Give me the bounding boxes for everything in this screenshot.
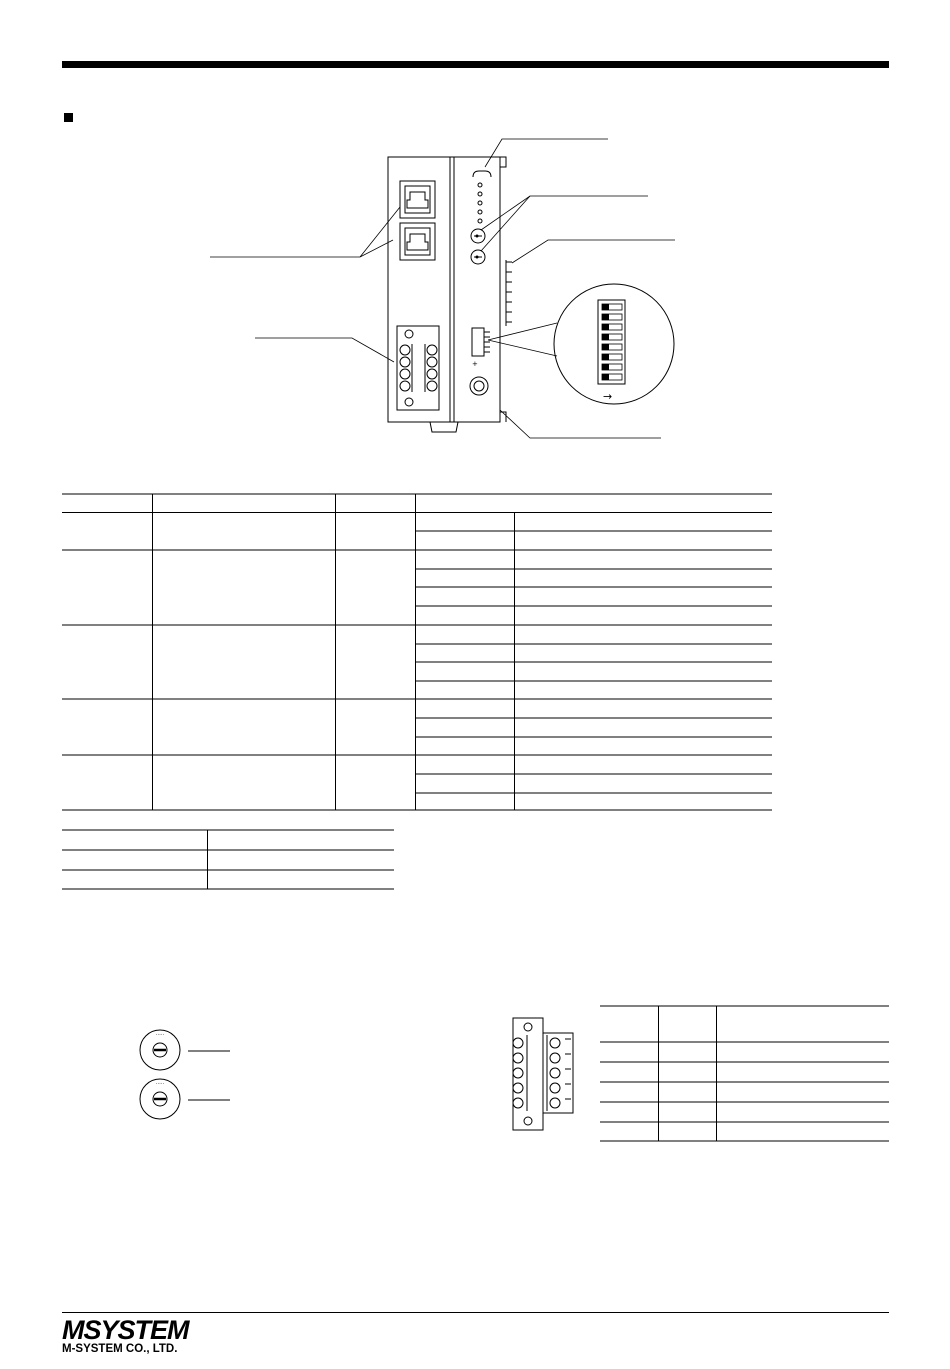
- main-spec-table: [62, 493, 772, 811]
- dip-switch-device: [472, 328, 484, 356]
- terminal-connector-illustration: [505, 1015, 585, 1140]
- dip-arrow-label: →: [603, 390, 613, 403]
- svg-text:·····: ·····: [155, 1081, 165, 1087]
- rotary-switch-illustration: [130, 1025, 240, 1130]
- small-spec-table: [62, 829, 394, 891]
- small-table-grid: [62, 829, 394, 891]
- reset-button: [470, 377, 488, 395]
- terminal-connector-svg: [505, 1015, 585, 1135]
- msystem-logo: MSYSTEM: [62, 1315, 189, 1345]
- power-terminal-block: [397, 326, 439, 410]
- terminal-assignment-table: [600, 1005, 889, 1143]
- section-bullet-marker: [64, 113, 73, 122]
- polarity-plus-mark: +: [472, 360, 478, 368]
- terminal-table-grid: [600, 1005, 889, 1143]
- main-table-grid: [62, 493, 772, 811]
- company-name: M-SYSTEM CO., LTD.: [62, 1343, 178, 1355]
- front-view-svg: [200, 130, 680, 450]
- front-view-diagram: [200, 130, 680, 450]
- header-rule: [62, 61, 889, 68]
- rotary-switch-svg: [130, 1025, 240, 1125]
- footer-rule: [62, 1312, 889, 1313]
- svg-text:·····: ·····: [155, 1032, 165, 1038]
